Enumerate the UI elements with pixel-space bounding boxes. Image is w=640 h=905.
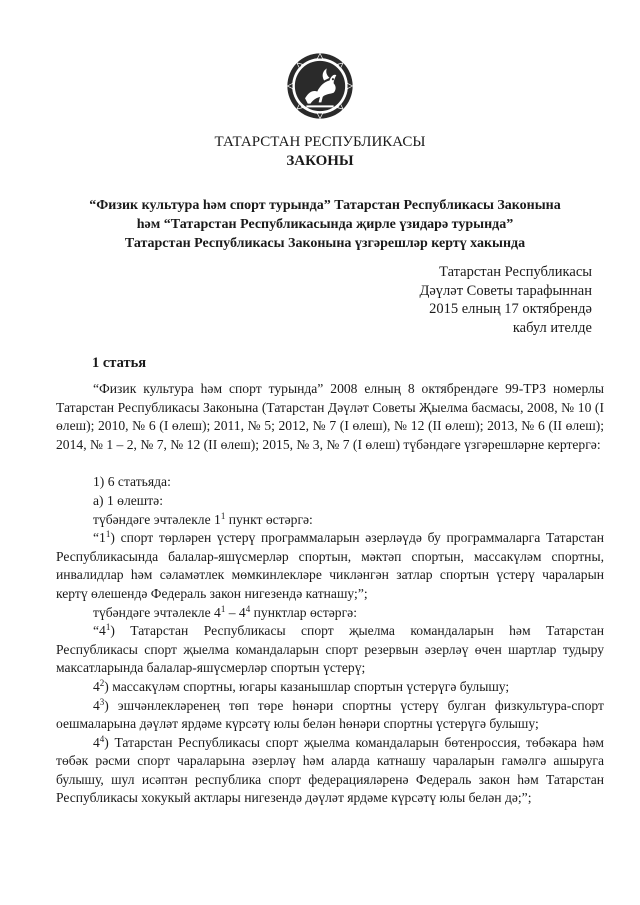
- adoption-line: кабул ителде: [512, 319, 592, 336]
- law-title-line: “Физик культура һәм спорт турында” Татарстан Республикасы Законына: [89, 198, 561, 213]
- superscript: 3: [99, 696, 105, 707]
- clause-paragraph: [56, 678, 604, 697]
- text-segment: түбәндәге эчтәлекле 4: [93, 604, 221, 620]
- law-title: [60, 196, 590, 253]
- text-segment: 4: [93, 697, 100, 713]
- text-segment: – 4: [225, 604, 246, 620]
- clause-paragraph: [56, 697, 604, 734]
- superscript: 1: [220, 603, 226, 614]
- clause-paragraph: [56, 622, 604, 678]
- text-segment: 4: [93, 678, 100, 694]
- superscript: 2: [99, 677, 105, 688]
- superscript: 1: [105, 622, 111, 633]
- adoption-date: 2015 елның 17 октябрендә: [429, 301, 592, 317]
- intro-paragraph: “Физик культура һәм спорт турында” 2008 елның 8 октябрендәге 99-ТРЗ номерлы Татарстан Республикасы Законына (Татарстан Дәүләт Советы Җыелма басмасы, 2008, № 10 (I өлеш); 2010, № 6 (I өлеш); 2011, № 5; 2012, № 7 (I өлеш), № 12 (II өлеш); 2013, № 6 (II өлеш); 2014, № 1 – 2, № 7, № 12 (II өлеш); 2015, № 3, № 7 (I өлеш) түбәндәге үзгәрешләрне кертергә:: [56, 381, 604, 452]
- adoption-line: Татарстан Республикасы: [439, 264, 592, 280]
- superscript: 1: [105, 529, 111, 540]
- adoption-line: Дәүләт Советы тарафыннан: [419, 282, 592, 299]
- text-segment: ) эшчәнлекләренең төп төре һөнәри спортны үстерү булган физкультура-спорт оешмаларына дәүләт ярдәме күрсәтү юлы белән һөнәри спортны үстерүгә булышу;: [56, 697, 604, 732]
- text-segment: түбәндәге эчтәлекле 1: [93, 511, 221, 527]
- text-segment: “1: [93, 530, 106, 546]
- law-title-line: һәм “Татарстан Республикасында җирле үзидарә турында”: [136, 217, 514, 232]
- text-segment: пункт өстәргә:: [225, 511, 313, 527]
- superscript: 4: [245, 603, 251, 614]
- clause-paragraph: [56, 529, 604, 603]
- republic-name: ТАТАРСТАН РЕСПУБЛИКАСЫ: [214, 134, 426, 150]
- article-body: [56, 380, 604, 808]
- list-item: [56, 604, 604, 623]
- text-segment: 4: [93, 734, 100, 750]
- text-segment: ) спорт төрләрен үстерү программаларын әзерләүдә бу программаларга Татарстан Республикасында балалар-яшүсмерләр спортын, мәктәп спортын, массакүләм спортны, инвалидлар һәм сәламәтлек мөмкинлекләре чикләнгән затлар спортын үстерү чараларын кертү өлешендә Федераль закон нигезендә катнашу;”;: [56, 530, 604, 601]
- article-heading: 1 статья: [92, 355, 147, 371]
- list-item: а) 1 өлештә:: [93, 492, 163, 508]
- law-label: ЗАКОНЫ: [286, 153, 354, 169]
- adoption-note: [419, 263, 592, 337]
- superscript: 1: [220, 510, 226, 521]
- superscript: 4: [99, 733, 105, 744]
- coat-of-arms-icon: [286, 52, 354, 120]
- law-title-line: Татарстан Республикасы Законына үзгәрешләр кертү хакында: [124, 236, 526, 251]
- list-item: 1) 6 статьяда:: [93, 474, 171, 490]
- text-segment: ) Татарстан Республикасы спорт җыелма командаларын бөтенроссия, төбәкара һәм төбәк рәсми спорт чараларына әзерләү һәм аларда катнашу чараларын гамәлгә ашыруга булышу, шул исәптән республика спорт федерацияләренә Федераль закон һәм Татарстан Республикасы хокукый актлары нигезендә дәүләт ярдәме күрсәтү юлы белән дә;”;: [56, 734, 604, 806]
- clause-paragraph: [56, 734, 604, 808]
- text-segment: ) массакүләм спортны, югары казанышлар спортын үстерүгә булышу;: [104, 678, 510, 694]
- text-segment: “4: [93, 623, 106, 639]
- text-segment: пунктлар өстәргә:: [250, 604, 357, 620]
- text-segment: ) Татарстан Республикасы спорт җыелма командаларын һәм Татарстан Республикасы спорт җыелма командаларын спорт резервын әзерләү өчен шартлар тудыру максатларында балалар-яшүсмерләр спортын үстерү;: [56, 623, 604, 676]
- list-item: [56, 511, 604, 530]
